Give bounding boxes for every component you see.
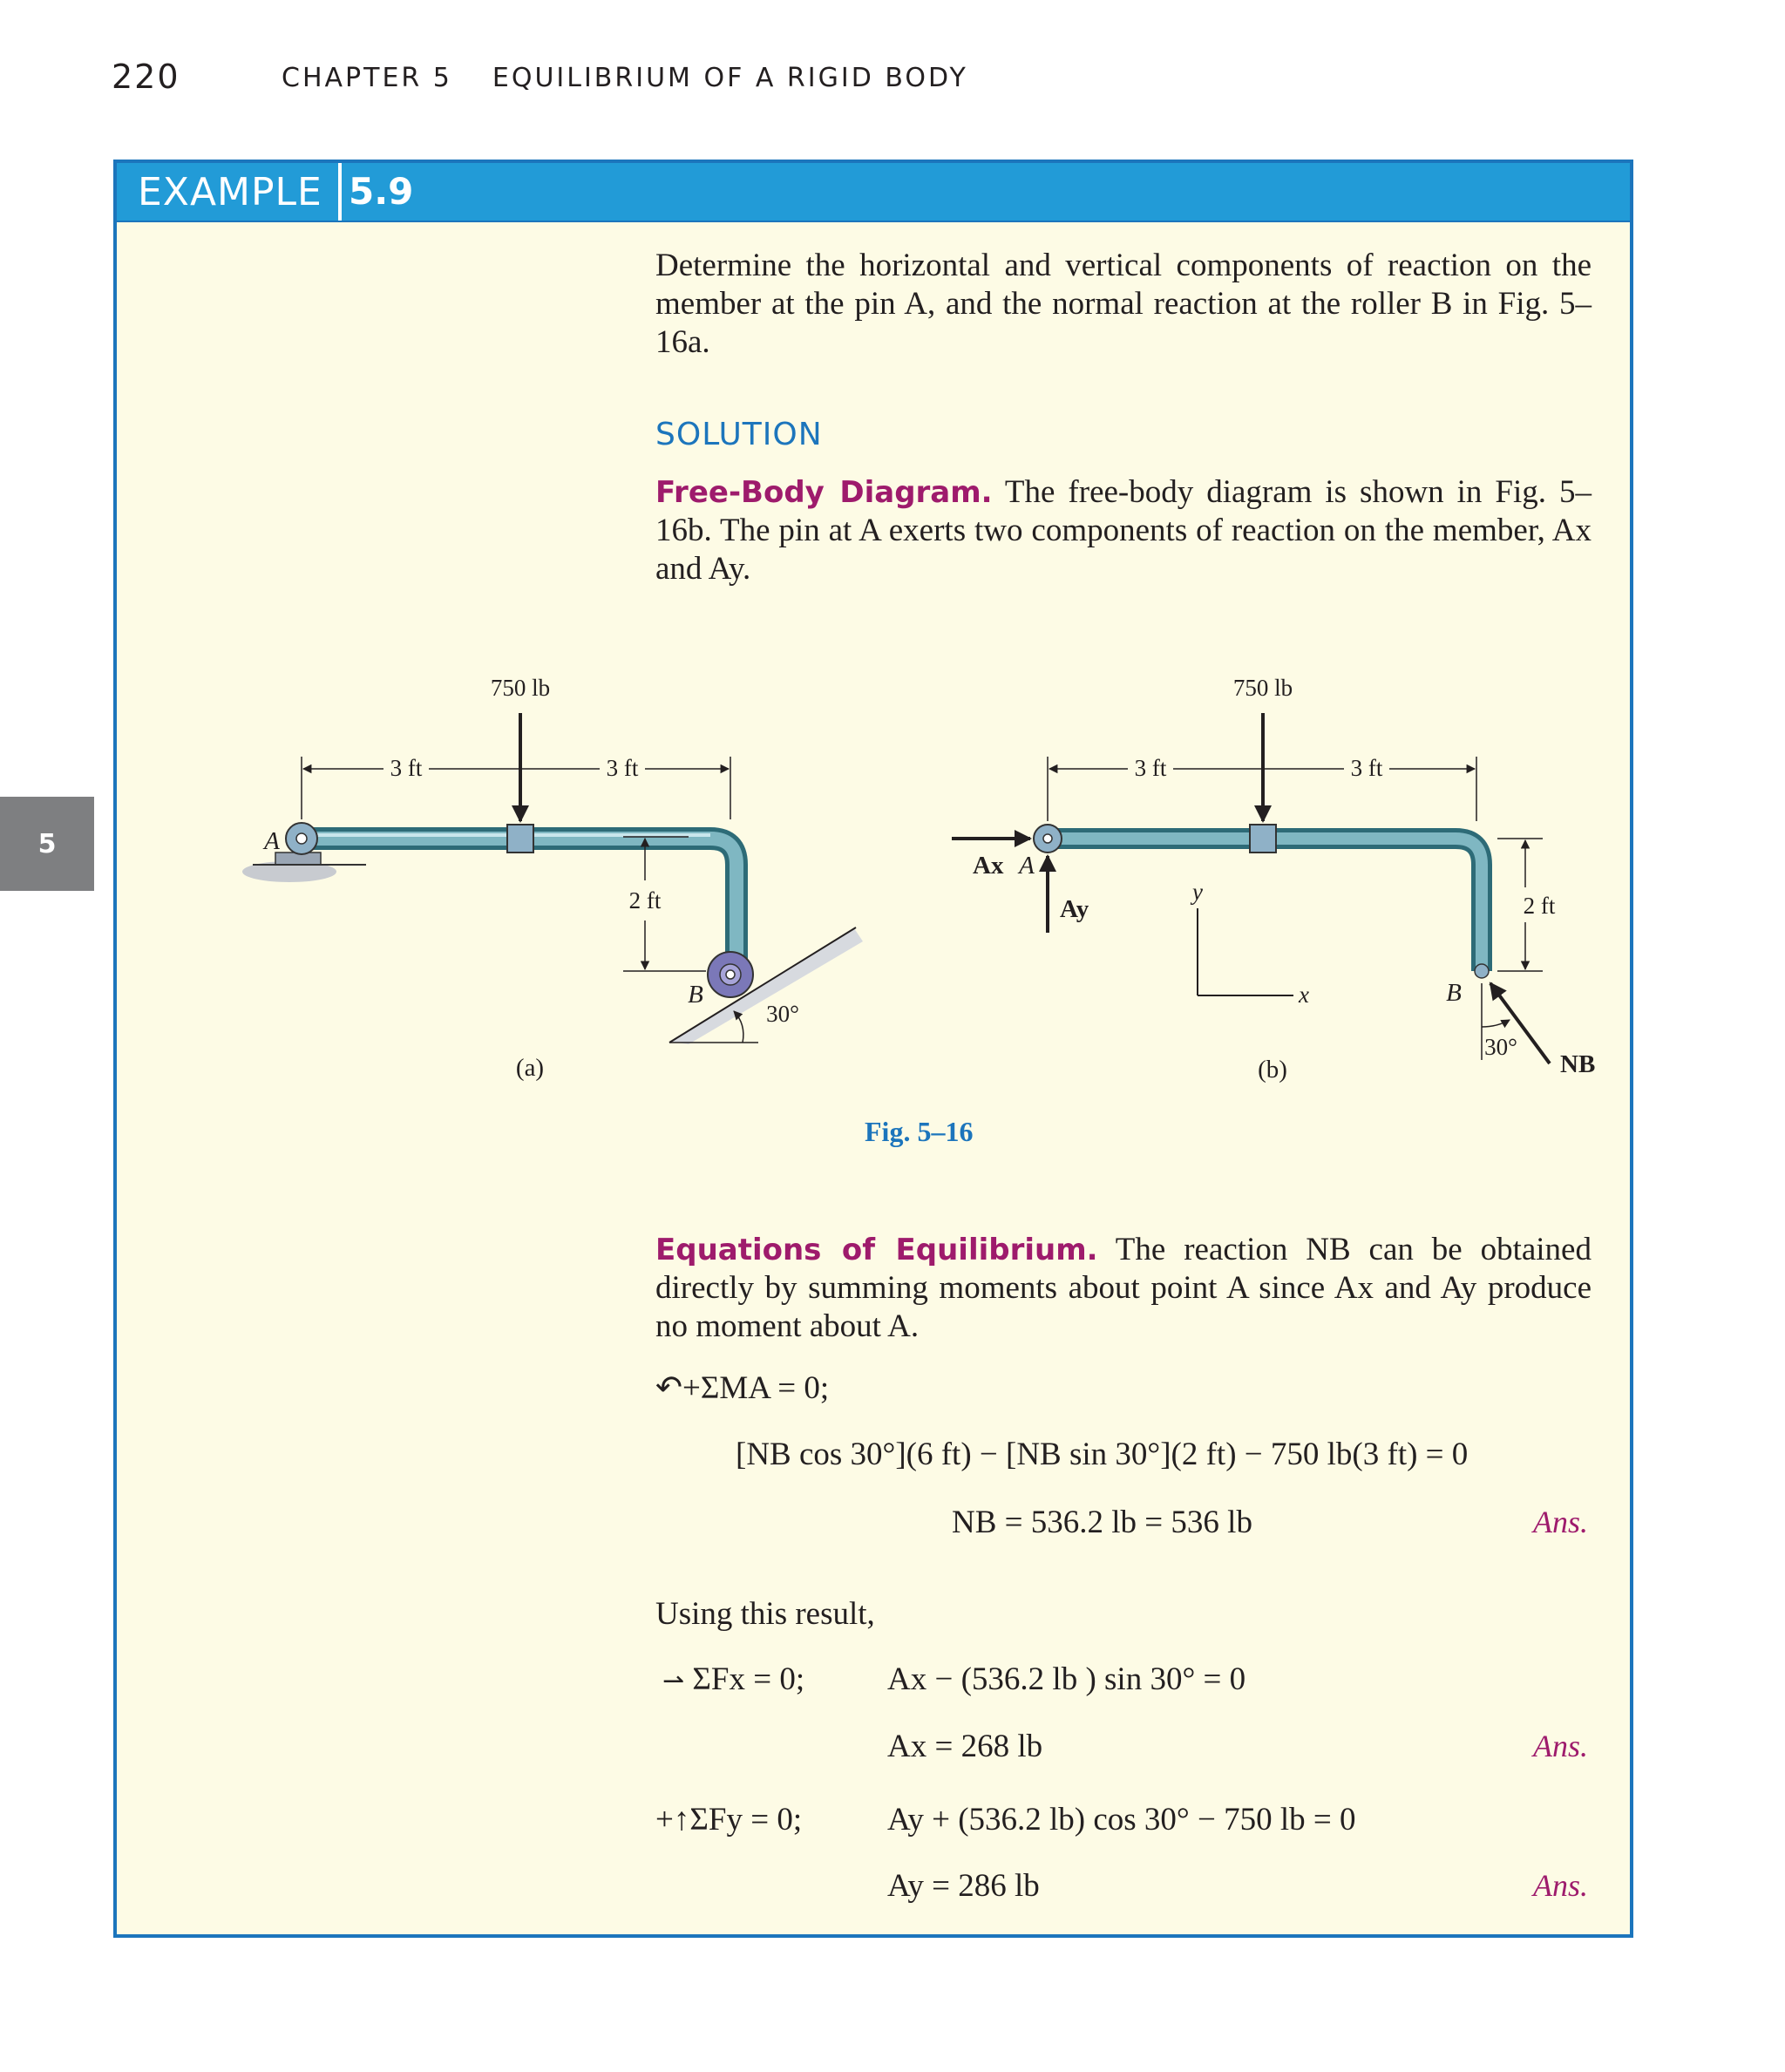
figure-5-16 (235, 671, 1630, 1159)
example-divider (338, 163, 342, 221)
example-number: 5.9 (349, 170, 414, 213)
example-header-bar (117, 163, 1630, 222)
member-a-highlight (301, 839, 736, 987)
roller-b-center (726, 970, 735, 979)
fx-label (662, 1661, 804, 1698)
dim-left-b: 3 ft (1134, 755, 1167, 781)
fx-equation: Ax − (536.2 lb ) sin 30° = 0 (887, 1661, 1246, 1697)
pin-b-B (1475, 964, 1489, 978)
sublabel-a: (a) (515, 1054, 545, 1082)
running-head (282, 63, 968, 93)
fy-equation: Ay + (536.2 lb) cos 30° − 750 lb = 0 (887, 1802, 1356, 1838)
figure-a (242, 675, 863, 1082)
using-result: Using this result, (655, 1596, 875, 1632)
sublabel-b: (b) (1258, 1056, 1287, 1084)
dim-vertical-a: 2 ft (628, 887, 662, 914)
fbd-text: The free-body diagram is shown in Fig. 5–16b. The pin at A exerts two components of reaction on the member, Ax and Ay. (655, 474, 1592, 587)
ans-nb: Ans. (1533, 1505, 1588, 1539)
label-b-B: B (1446, 979, 1462, 1007)
member-b (1048, 839, 1482, 971)
chapter-side-tab: 5 (0, 797, 94, 891)
fy-label: +↑ΣFy = 0; (655, 1802, 803, 1838)
collar-a (507, 825, 533, 853)
label-a-B: B (688, 981, 703, 1009)
equilibrium-text: The reaction NB can be obtained directly by summing moments about point A since Ax and Ay produce no moment about A. (655, 1232, 1592, 1344)
member-a (301, 839, 736, 987)
label-b-A: A (1019, 852, 1035, 880)
pin-a-center (296, 833, 307, 844)
force-label-Ax (973, 852, 1004, 880)
fbd-heading: Free-Body Diagram. (655, 475, 993, 510)
problem-statement (655, 247, 1592, 362)
example-label: EXAMPLE (138, 170, 322, 214)
equilibrium-paragraph (655, 1231, 1592, 1346)
chapter-title: EQUILIBRIUM OF A RIGID BODY (492, 63, 968, 93)
force-label-Ay: Ay (1060, 895, 1089, 923)
axis-y-label: y (1192, 879, 1203, 905)
fbd-paragraph (655, 473, 1592, 588)
moment-equation: [NB cos 30°](6 ft) − [NB sin 30°](2 ft) − 750 lb(3 ft) = 0 (736, 1437, 1469, 1472)
force-label-Ax-text: Ax (973, 852, 1004, 880)
angle-label-a: 30° (766, 1001, 799, 1027)
force-label-NB: NB (1560, 1050, 1596, 1078)
angle-arc-b (1482, 1020, 1510, 1027)
load-label-b: 750 lb (1232, 675, 1293, 701)
fx-label-text: ΣFx = 0; (692, 1661, 805, 1697)
collar-b (1250, 825, 1276, 853)
solution-heading: SOLUTION (655, 417, 823, 452)
page-number: 220 (112, 58, 180, 96)
member-b-highlight (1048, 839, 1482, 971)
pin-b-A-center (1043, 834, 1052, 843)
figure-b (952, 675, 1595, 1084)
axis-x-label: x (1299, 982, 1309, 1008)
ax-result: Ax = 268 lb (887, 1729, 1043, 1764)
problem-text: Determine the horizontal and vertical components of reaction on the member at the pin A, and the normal reaction at the roller B in Fig. 5–16a. (655, 248, 1592, 360)
moment-label: ↶+ΣMA = 0; (655, 1370, 830, 1406)
dim-left-a: 3 ft (390, 755, 423, 781)
ay-result: Ay = 286 lb (887, 1868, 1040, 1904)
equilibrium-heading: Equations of Equilibrium. (655, 1233, 1098, 1267)
ans-ay: Ans. (1533, 1868, 1588, 1903)
ans-ax: Ans. (1533, 1729, 1588, 1763)
dim-vertical-b: 2 ft (1523, 893, 1556, 919)
angle-label-b: 30° (1484, 1034, 1517, 1060)
chapter-label: CHAPTER 5 (282, 63, 452, 93)
load-label-a: 750 lb (490, 675, 551, 701)
figure-caption: Fig. 5–16 (865, 1116, 974, 1147)
dim-right-a: 3 ft (606, 755, 639, 781)
label-a-A: A (264, 827, 280, 855)
nb-result: NB = 536.2 lb = 536 lb (952, 1505, 1252, 1540)
dim-right-b: 3 ft (1350, 755, 1383, 781)
right-arrow-plus-icon: ⇀ (662, 1667, 685, 1695)
